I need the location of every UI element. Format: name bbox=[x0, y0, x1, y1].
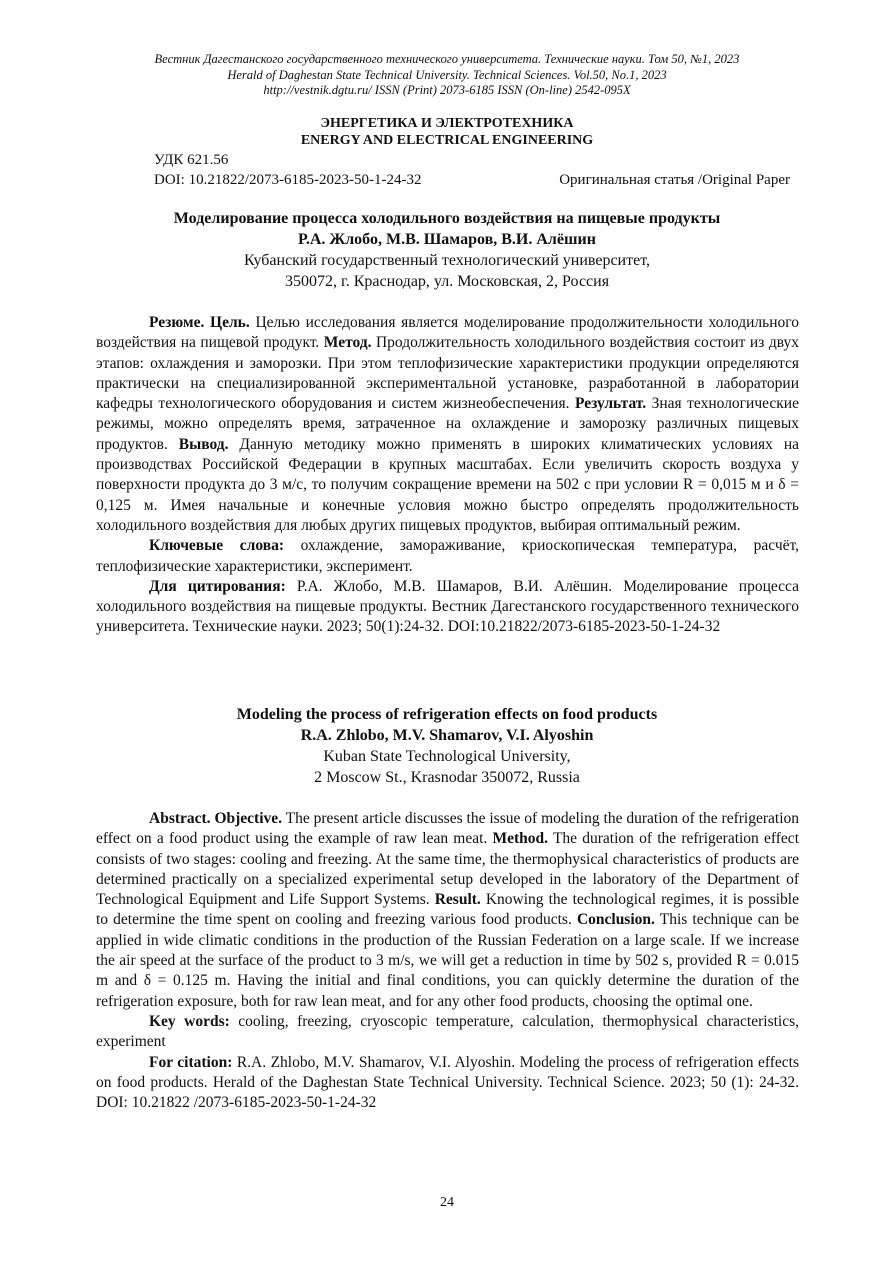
citation-en-text: R.A. Zhlobo, M.V. Shamarov, V.I. Alyoshin. Modeling the process of refrigeration effects on food products. Herald of the Daghestan State Technical University. Technical Science. 2023; 50 (1): 24-32. DOI: 10.21822 /2073-6185-2023-50-1-24-32 bbox=[96, 1053, 799, 1112]
ru-title-block bbox=[0, 208, 894, 292]
authors-ru: Р.А. Жлобо, М.В. Шамаров, В.И. Алёшин bbox=[298, 231, 596, 248]
article-type: Оригинальная статья /Original Paper bbox=[559, 172, 790, 188]
abstract-ru-method-label: Метод. bbox=[323, 334, 372, 352]
udk-code: УДК 621.56 bbox=[154, 152, 229, 168]
journal-header bbox=[0, 52, 894, 99]
abstract-ru-lead: Резюме. Цель. bbox=[149, 314, 250, 331]
citation-en-label: For citation: bbox=[149, 1053, 233, 1071]
citation-ru-text: Р.А. Жлобо, М.В. Шамаров, В.И. Алёшин. Моделирование процесса холодильного воздействия на пищевые продукты. Вестник Дагестанского государственного технического университета. Технические науки. 2023; 50(1):24-32. DOI:10.21822/2073-6185-2023-50-1-24-32 bbox=[96, 577, 799, 636]
doi: DOI: 10.21822/2073-6185-2023-50-1-24-32 bbox=[154, 172, 422, 188]
abstract-ru-objective: Целью исследования является моделирование продолжительности холодильного воздействия на пищевой продукт. bbox=[96, 314, 800, 352]
affiliation-ru-line2: 350072, г. Краснодар, ул. Московская, 2, Россия bbox=[284, 273, 610, 290]
doi-line bbox=[154, 171, 794, 190]
journal-title-ru: Вестник Дагестанского государственного технического университета. Технические науки. Том 50, №1, 2023 bbox=[154, 52, 740, 66]
abstract-en-method-label: Method. bbox=[492, 830, 549, 848]
keywords-ru bbox=[96, 536, 799, 577]
keywords-en-text: cooling, freezing, cryoscopic temperature, calculation, thermophysical characteristics, experiment bbox=[96, 1012, 800, 1051]
citation-en bbox=[96, 1053, 799, 1114]
abstract-ru-conclusion-label: Вывод. bbox=[178, 435, 229, 453]
page-number: 24 bbox=[440, 1195, 454, 1210]
article-title-en: Modeling the process of refrigeration effects on food products bbox=[236, 706, 658, 723]
keywords-ru-label: Ключевые слова: bbox=[149, 537, 284, 555]
affiliation-en-line2: 2 Moscow St., Krasnodar 350072, Russia bbox=[314, 769, 580, 786]
journal-title-en: Herald of Daghestan State Technical University. Technical Sciences. Vol.50, No.1, 2023 bbox=[227, 67, 667, 82]
abstract-en-result-label: Result. bbox=[434, 891, 481, 909]
en-abstract-block bbox=[96, 809, 799, 1113]
section-heading bbox=[0, 116, 894, 149]
affiliation-ru-line1: Кубанский государственный технологический университет, bbox=[244, 252, 650, 269]
abstract-ru bbox=[96, 313, 799, 536]
en-title-block bbox=[0, 704, 894, 788]
abstract-en-objective: The present article discusses the issue of modeling the duration of the refrigeration effect on a food product using the example of raw lean meat. bbox=[96, 810, 800, 848]
abstract-en-conclusion-label: Conclusion. bbox=[576, 911, 655, 929]
keywords-ru-text: охлаждение, замораживание, криоскопическая температура, расчёт, теплофизические характеристики, эксперимент. bbox=[96, 537, 799, 575]
keywords-en bbox=[96, 1012, 799, 1053]
abstract-en-result: Knowing the technological regimes, it is possible to determine the time spent on cooling and freezing various food products. bbox=[96, 891, 799, 929]
journal-issn: http://vestnik.dgtu.ru/ ISSN (Print) 2073-6185 ISSN (On-line) 2542-095X bbox=[263, 83, 631, 97]
abstract-en-conclusion: This technique can be applied in wide climatic conditions in the production of the Russian Federation on a large scale. If we increase the air speed at the surface of the product to 3 m/s, we will get a reduction in time by 502 s, provided R = 0.015 m and δ = 0.125 m. Having the initial and final conditions, you can quickly determine the duration of the refrigeration exposure, both for raw lean meat, and for any other food products, choosing the optimal one. bbox=[96, 911, 799, 1010]
ru-abstract-block bbox=[96, 313, 799, 638]
citation-ru-label: Для цитирования: bbox=[149, 577, 286, 595]
abstract-ru-method: Продолжительность холодильного воздействия состоит из двух этапов: охлаждения и заморозки. При этом теплофизические характеристики продукции определяются практически на специализированной экспериментальной установке, разработанной в лаборатории кафедры технологического оборудования и систем жизнеобеспечения. bbox=[96, 334, 799, 413]
authors-en: R.A. Zhlobo, M.V. Shamarov, V.I. Alyoshin bbox=[300, 727, 594, 744]
abstract-en-method: The duration of the refrigeration effect consists of two stages: cooling and freezing. At the same time, the thermophysical characteristics of products are determined practically on a specialized experimental setup developed in the laboratory of the Department of Technological Equipment and Life Support Systems. bbox=[96, 830, 799, 909]
article-title-ru: Моделирование процесса холодильного воздействия на пищевые продукты bbox=[173, 210, 721, 227]
abstract-ru-result: Зная технологические режимы, можно определять время, затраченное на охлаждение и заморозку различных пищевых продуктов. bbox=[96, 395, 799, 453]
abstract-ru-conclusion: Данную методику можно применять в широких климатических условиях на производствах Российской Федерации в крупных масштабах. Если увеличить скорость воздуха у поверхности продукта до 3 м/с, то получим сокращение времени на 502 с при условии R = 0,015 м и δ = 0,125 м. Имея начальные и конечные условия можно быстро определять продолжительность холодильного воздействия для любых других пищевых продуктов, выбирая оптимальный режим. bbox=[96, 435, 799, 534]
keywords-en-label: Key words: bbox=[149, 1012, 230, 1030]
abstract-ru-result-label: Результат. bbox=[574, 395, 647, 413]
abstract-en-lead: Abstract. Objective. bbox=[149, 810, 283, 827]
abstract-en bbox=[96, 809, 799, 1012]
citation-ru bbox=[96, 577, 799, 638]
section-heading-en: ENERGY AND ELECTRICAL ENGINEERING bbox=[300, 132, 594, 148]
affiliation-en-line1: Kuban State Technological University, bbox=[323, 748, 571, 765]
section-heading-ru: ЭНЕРГЕТИКА И ЭЛЕКТРОТЕХНИКА bbox=[320, 116, 574, 131]
